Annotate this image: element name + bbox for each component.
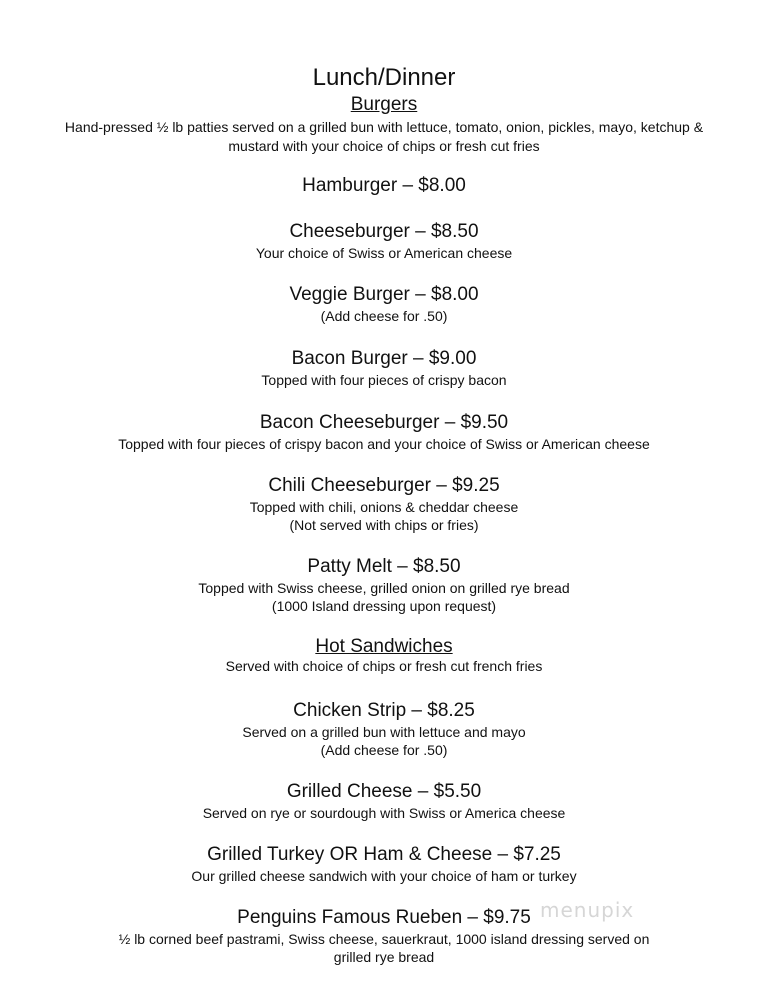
item-note: grilled rye bread: [333, 949, 435, 965]
menu-item-penguins-famous-rueben: [0, 906, 768, 966]
item-description: Served on rye or sourdough with Swiss or America cheese: [202, 805, 566, 821]
menu-item-hamburger: [0, 174, 768, 198]
item-note: (Not served with chips or fries): [289, 517, 479, 533]
item-name: Veggie Burger – $8.00: [289, 284, 479, 305]
section-description-burgers: Hand-pressed ½ lb patties served on a grilled bun with lettuce, tomato, onion, pickles, mayo, ketchup & mustard with your choice of chips or fresh cut fries: [64, 119, 704, 154]
menu-title: Lunch/Dinner: [312, 64, 456, 91]
item-name: Grilled Cheese – $5.50: [286, 781, 482, 802]
menupix-watermark: menupix: [540, 898, 635, 922]
menu-item-bacon-cheeseburger: [0, 411, 768, 453]
menu-item-bacon-burger: [0, 347, 768, 389]
item-name: Hamburger – $8.00: [302, 175, 466, 196]
item-description: Our grilled cheese sandwich with your choice of ham or turkey: [191, 868, 577, 884]
item-name: Bacon Burger – $9.00: [291, 348, 477, 369]
item-description: Topped with Swiss cheese, grilled onion on grilled rye bread: [198, 580, 570, 596]
menu-item-grilled-turkey-or-ham: [0, 843, 768, 885]
menu-item-cheeseburger: [0, 220, 768, 262]
item-name: Grilled Turkey OR Ham & Cheese – $7.25: [207, 844, 561, 865]
item-description: Topped with four pieces of crispy bacon: [261, 372, 507, 388]
item-name: Chili Cheeseburger – $9.25: [268, 475, 500, 496]
section-heading-hot-sandwiches: Hot Sandwiches: [315, 636, 453, 657]
section-description-hot-sandwiches: Served with choice of chips or fresh cut french fries: [225, 658, 543, 674]
item-note: (Add cheese for .50): [320, 742, 448, 758]
item-name: Chicken Strip – $8.25: [293, 700, 475, 721]
item-note: (1000 Island dressing upon request): [271, 598, 497, 614]
item-description: ½ lb corned beef pastrami, Swiss cheese, sauerkraut, 1000 island dressing served on: [118, 931, 650, 947]
menu-item-patty-melt: [0, 555, 768, 615]
section-heading-burgers: Burgers: [350, 94, 418, 115]
menu-item-chili-cheeseburger: [0, 474, 768, 534]
item-name: Cheeseburger – $8.50: [289, 221, 479, 242]
item-description: Topped with four pieces of crispy bacon and your choice of Swiss or American cheese: [118, 436, 650, 452]
item-description: Topped with chili, onions & cheddar cheese: [249, 499, 519, 515]
item-description: Served on a grilled bun with lettuce and mayo: [242, 724, 526, 740]
menu-item-chicken-strip: [0, 699, 768, 759]
item-name: Patty Melt – $8.50: [307, 556, 461, 577]
item-name: Bacon Cheeseburger – $9.50: [259, 412, 509, 433]
item-description: Your choice of Swiss or American cheese: [255, 245, 513, 261]
menu-item-grilled-cheese: [0, 780, 768, 822]
menu-item-veggie-burger: [0, 283, 768, 325]
item-description: (Add cheese for .50): [320, 308, 448, 324]
item-name: Penguins Famous Rueben – $9.75: [237, 907, 531, 928]
